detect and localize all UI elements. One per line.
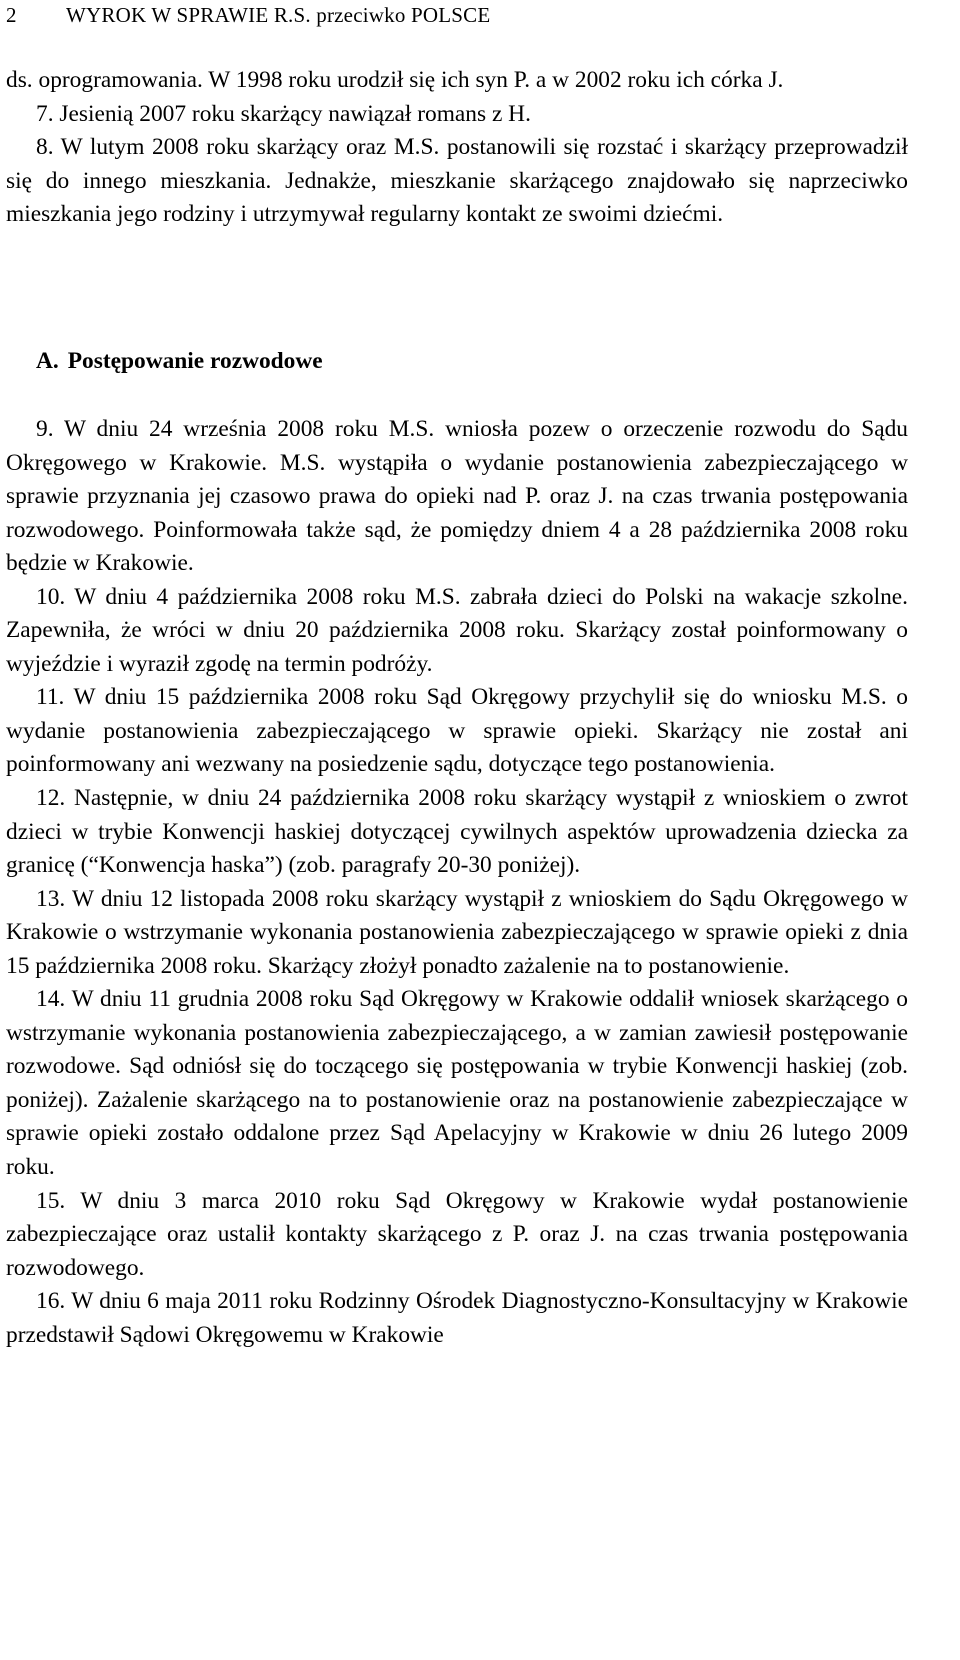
running-header xyxy=(6,2,490,28)
paragraph-16: 16. W dniu 6 maja 2011 roku Rodzinny Ośrodek Diagnostyczno-Konsultacyjny w Krakowie przedstawił Sądowi Okręgowemu w Krakowie xyxy=(6,1288,908,1348)
paragraph-14: 14. W dniu 11 grudnia 2008 roku Sąd Okręgowy w Krakowie oddalił wniosek skarżącego o wstrzymanie wykonania postanowienia zabezpieczającego, a w zamian zawiesił postępowanie rozwodowe. Sąd odniósł się do toczącego się postępowania w trybie Konwencji haskiej (zob. poniżej). Zażalenie skarżącego na to postanowienie oraz na postanowienie zabezpieczające w sprawie opieki zostało oddalone przez Sąd Apelacyjny w Krakowie w dniu 26 lutego 2009 roku. xyxy=(6,986,908,1181)
paragraph-12: 12. Następnie, w dniu 24 października 2008 roku skarżący wystąpił z wnioskiem o zwrot dzieci w trybie Konwencji haskiej dotyczącej cywilnych aspektów uprowadzenia dziecka za granicę (“Konwencja haska”) (zob. paragrafy 20-30 poniżej). xyxy=(6,785,908,879)
paragraph-6-continuation: ds. oprogramowania. W 1998 roku urodził się ich syn P. a w 2002 roku ich córka J. xyxy=(6,67,784,93)
paragraph-10: 10. W dniu 4 października 2008 roku M.S. zabrała dzieci do Polski na wakacje szkolne. Zapewniła, że wróci w dniu 20 października 2008 roku. Skarżący został poinformowany o wyjeździe i wyraził zgodę na termin podróży. xyxy=(6,583,908,677)
paragraph-8: 8. W lutym 2008 roku skarżący oraz M.S. postanowili się rozstać i skarżący przeprowadził się do innego mieszkania. Jednakże, mieszkanie skarżącego znajdowało się naprzeciwko mieszkania jego rodziny i utrzymywał regularny kontakt ze swoimi dziećmi. xyxy=(6,134,908,228)
paragraph-9: 9. W dniu 24 września 2008 roku M.S. wniosła pozew o orzeczenie rozwodu do Sądu Okręgowego w Krakowie. M.S. wystąpiła o wydanie postanowienia zabezpieczającego w sprawie przyznania jej czasowo prawa do opieki nad P. oraz J. na czas trwania postępowania rozwodowego. Poinformowała także sąd, że pomiędzy dniem 4 a 28 października 2008 roku będzie w Krakowie. xyxy=(6,416,908,577)
body-text-main xyxy=(6,413,908,1352)
section-title: Postępowanie rozwodowe xyxy=(67,348,323,374)
paragraph-11: 11. W dniu 15 października 2008 roku Sąd Okręgowy przychylił się do wniosku M.S. o wydanie postanowienia zabezpieczającego w sprawie opieki. Skarżący nie został ani poinformowany ani wezwany na posiedzenie sądu, dotyczące tego postanowienia. xyxy=(6,684,908,778)
body-text-top xyxy=(6,64,908,232)
paragraph-7: 7. Jesienią 2007 roku skarżący nawiązał romans z H. xyxy=(36,100,531,127)
running-title: WYROK W SPRAWIE R.S. przeciwko POLSCE xyxy=(66,3,491,27)
paragraph-15: 15. W dniu 3 marca 2010 roku Sąd Okręgowy w Krakowie wydał postanowienie zabezpieczające oraz ustalił kontakty skarżącego z P. oraz J. na czas trwania postępowania rozwodowego. xyxy=(6,1187,908,1281)
page-number: 2 xyxy=(6,3,17,27)
section-label: A. xyxy=(36,348,59,374)
paragraph-13: 13. W dniu 12 listopada 2008 roku skarżący wystąpił z wnioskiem do Sądu Okręgowego w Krakowie o wstrzymanie wykonania postanowienia zabezpieczającego w sprawie opieki z dnia 15 października 2008 roku. Skarżący złożył ponadto zażalenie na to postanowienie. xyxy=(6,885,908,979)
section-heading xyxy=(36,345,323,378)
